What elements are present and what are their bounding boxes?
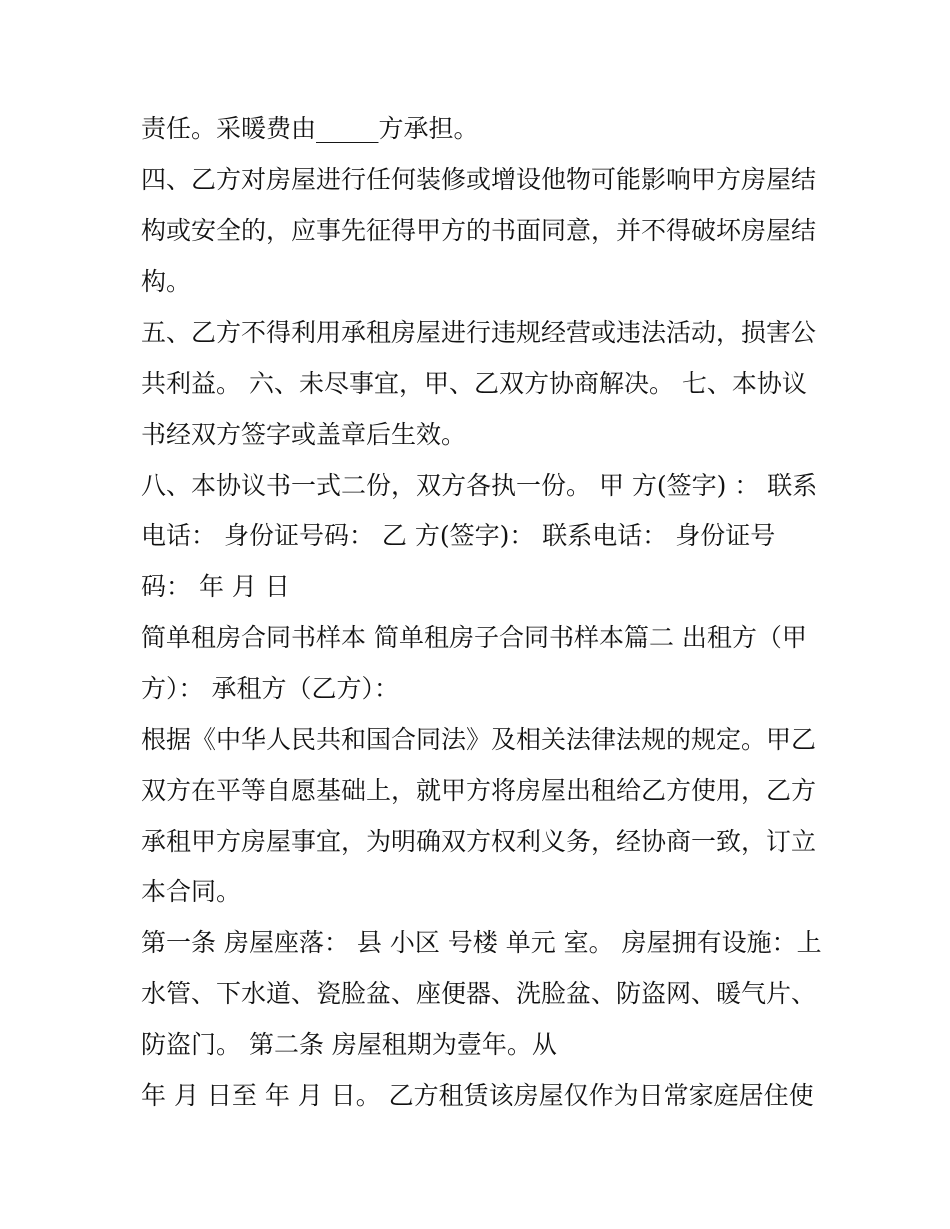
text-line: 书经双方签字或盖章后生效。 — [141, 420, 467, 449]
text-line: 四、乙方对房屋进行任何装修或增设他物可能影响甲方房屋结 — [141, 165, 817, 194]
text-line: 构。 — [141, 267, 192, 296]
text-line: 承租甲方房屋事宜，为明确双方权利义务，经协商一致，订立 — [141, 827, 817, 856]
text-line: 构或安全的，应事先征得甲方的书面同意，并不得破坏房屋结 — [141, 216, 817, 245]
text-line: 防盗门。 第二条 房屋租期为壹年。从 — [141, 1030, 557, 1059]
text-line: 责任。采暖费由_____方承担。 — [141, 114, 479, 143]
text-line: 码： 年 月 日 — [141, 572, 290, 601]
text-line: 年 月 日至 年 月 日。 乙方租赁该房屋仅作为日常家庭居住使 — [141, 1081, 814, 1110]
text-line: 双方在平等自愿基础上，就甲方将房屋出租给乙方使用，乙方 — [141, 776, 817, 805]
text-line: 本合同。 — [141, 877, 242, 906]
text-line: 根据《中华人民共和国合同法》及相关法律法规的规定。甲乙 — [141, 725, 817, 754]
text-line: 方）： 承租方（乙方）： — [141, 674, 399, 703]
text-line: 共利益。 六、未尽事宜，甲、乙双方协商解决。 七、本协议 — [141, 369, 807, 398]
text-line: 水管、下水道、瓷脸盆、座便器、洗脸盆、防盗网、暖气片、 — [141, 979, 817, 1008]
text-line: 简单租房合同书样本 简单租房子合同书样本篇二 出租方（甲 — [141, 623, 807, 652]
text-line: 电话： 身份证号码： 乙 方(签字)： 联系电话： 身份证号 — [141, 521, 776, 550]
text-line: 第一条 房屋座落： 县 小区 号楼 单元 室。 房屋拥有设施：上 — [141, 928, 822, 957]
text-line: 八、本协议书一式二份，双方各执一份。 甲 方(签字) ： 联系 — [141, 471, 818, 500]
text-line: 五、乙方不得利用承租房屋进行违规经营或违法活动，损害公 — [141, 318, 817, 347]
